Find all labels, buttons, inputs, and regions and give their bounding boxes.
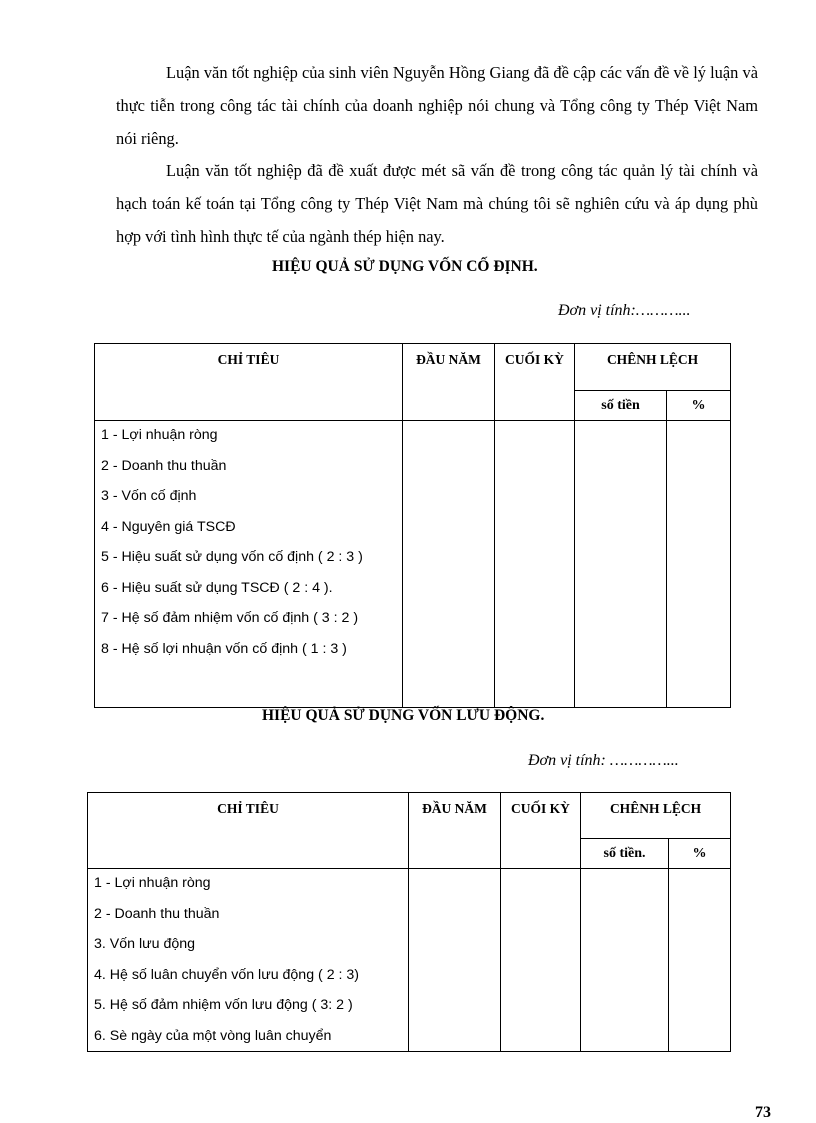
end-of-period-values	[495, 421, 575, 708]
amount-values	[581, 869, 669, 1052]
list-item: 4 - Nguyên giá TSCĐ	[101, 518, 236, 535]
list-item: 5. Hệ số đảm nhiệm vốn lưu động ( 3: 2 )	[94, 997, 353, 1013]
header-indicator: CHỈ TIÊU	[95, 344, 403, 421]
fixed-capital-table	[94, 343, 731, 708]
fixed-capital-title: HIỆU QUẢ SỬ DỤNG VỐN CỐ ĐỊNH.	[272, 258, 538, 275]
working-capital-title: HIỆU QUẢ SỬ DỤNG VỐN LƯU ĐỘNG.	[262, 707, 545, 724]
list-item: 6. Sè ngày của một vòng luân chuyển	[94, 1027, 332, 1044]
header-difference: CHÊNH LỆCH	[575, 344, 731, 391]
start-of-year-values	[403, 421, 495, 708]
working-capital-table	[87, 792, 731, 1052]
header-percent: %	[669, 839, 731, 869]
header-start-of-year: ĐẦU NĂM	[403, 344, 495, 421]
list-item: 3 - Vốn cố định	[101, 488, 197, 504]
header-end-of-period: CUỐI KỲ	[501, 793, 581, 869]
list-item: 7 - Hệ số đảm nhiệm vốn cố định ( 3 : 2 )	[101, 610, 359, 626]
list-item: 6 - Hiệu suất sử dụng TSCĐ ( 2 : 4 ).	[101, 579, 333, 596]
header-indicator: CHỈ TIÊU	[88, 793, 409, 869]
intro-paragraph-1: Luận văn tốt nghiệp của sinh viên Nguyễn Hồng Giang đã đề cập các vấn đề về lý luận và thực tiễn trong công tác tài chính của doanh nghiệp nói chung và Tổng công ty Thép Việt Nam nói riêng.	[116, 63, 758, 148]
header-amount: số tiền	[575, 391, 667, 421]
header-amount: số tiền.	[581, 839, 669, 869]
working-capital-unit: Đơn vị tính: …………...	[528, 752, 679, 769]
list-item: 4. Hệ số luân chuyển vốn lưu động ( 2 : 3)	[94, 966, 360, 983]
header-start-of-year: ĐẦU NĂM	[409, 793, 501, 869]
header-percent: %	[667, 391, 731, 421]
indicator-list	[95, 421, 403, 708]
end-of-period-values	[501, 869, 581, 1052]
list-item: 5 - Hiệu suất sử dụng vốn cố định ( 2 : 3 )	[101, 549, 363, 565]
list-item: 2 - Doanh thu thuần	[94, 905, 220, 922]
intro-paragraph-2: Luận văn tốt nghiệp đã đề xuất được mét sã vấn đề trong công tác quản lý tài chính và hạch toán kế toán tại Tổng công ty Thép Việt Nam mà chúng tôi sẽ nghiên cứu và áp dụng phù hợp với tình hình thực tế của ngành thép hiện nay.	[116, 161, 758, 246]
header-end-of-period: CUỐI KỲ	[495, 344, 575, 421]
list-item: 2 - Doanh thu thuần	[101, 457, 227, 474]
indicator-list	[88, 869, 409, 1052]
percent-values	[669, 869, 731, 1052]
list-item: 8 - Hệ số lợi nhuận vốn cố định ( 1 : 3 )	[101, 640, 347, 657]
amount-values	[575, 421, 667, 708]
start-of-year-values	[409, 869, 501, 1052]
fixed-capital-unit: Đơn vị tính:………...	[558, 302, 691, 319]
page-number: 73	[755, 1104, 771, 1121]
list-item: 3. Vốn lưu động	[94, 936, 196, 952]
list-item: 1 - Lợi nhuận ròng	[94, 875, 211, 891]
list-item: 1 - Lợi nhuận ròng	[101, 427, 218, 443]
percent-values	[667, 421, 731, 708]
header-difference: CHÊNH LỆCH	[581, 793, 731, 839]
